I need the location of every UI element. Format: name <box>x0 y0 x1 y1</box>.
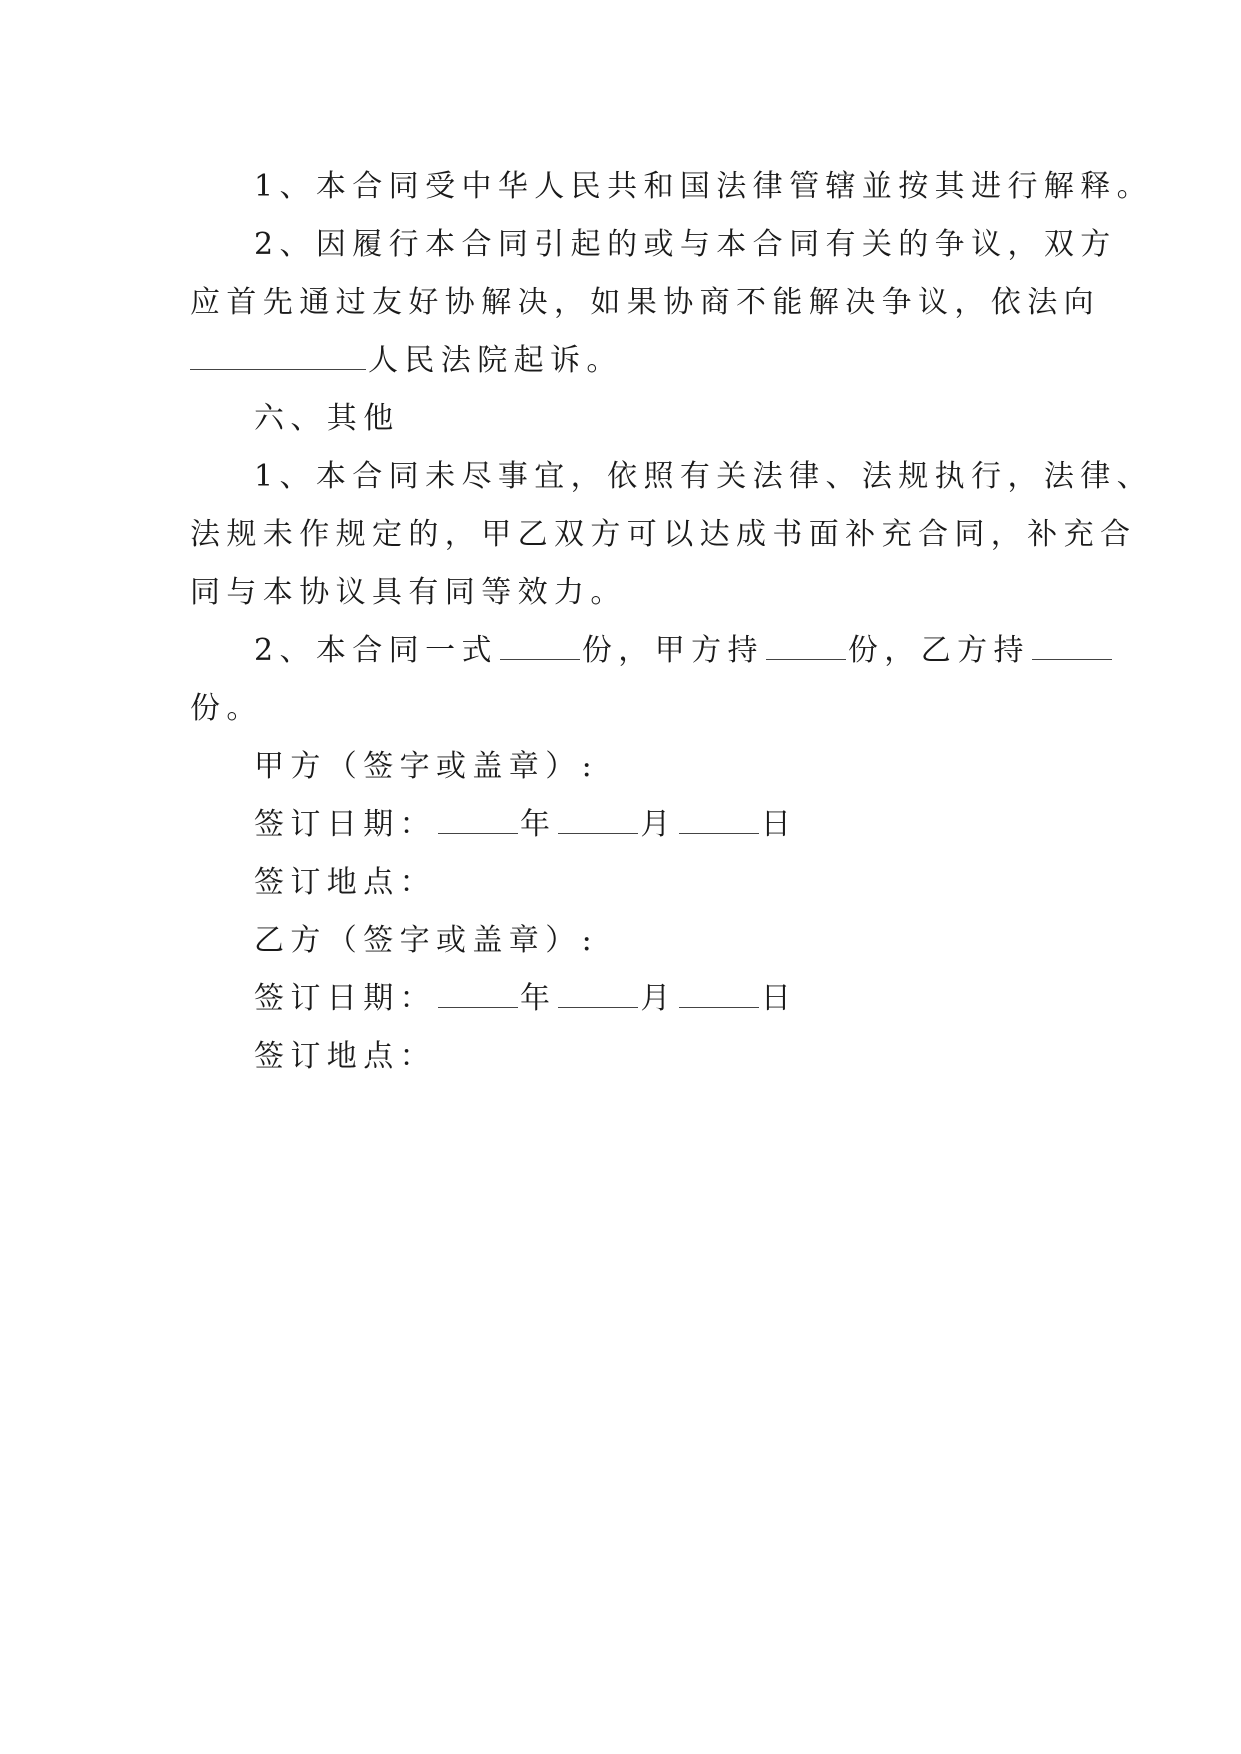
clause-text: 份，乙方持 <box>847 633 1030 668</box>
clause-6-2-line-2 <box>190 680 1090 738</box>
year-label: 年 <box>520 981 557 1016</box>
clause-text: 1、本合同受中华人民共和国法律管辖並按其进行解释。 <box>254 169 1154 204</box>
place-label: 签订地点： <box>254 865 436 900</box>
month-label: 月 <box>640 981 677 1016</box>
clause-5-2-line-1 <box>254 216 1154 274</box>
clause-text: 1、本合同未尽事宜，依照有关法律、法规执行，法律、 <box>254 459 1154 494</box>
clause-6-1-line-3 <box>190 564 1090 622</box>
clause-5-2-line-2 <box>190 274 1100 332</box>
clause-6-2-line-1 <box>254 622 1154 680</box>
clause-text: 2、因履行本合同引起的或与本合同有关的争议，双方 <box>254 227 1117 262</box>
clause-5-2-line-3 <box>190 332 1090 390</box>
year-label: 年 <box>520 807 557 842</box>
section-heading: 六、其他 <box>254 401 400 436</box>
copies-party-b-blank <box>1032 633 1112 660</box>
article-6-heading <box>254 390 1154 448</box>
party-a-date <box>254 796 1154 854</box>
clause-text: 法规未作规定的，甲乙双方可以达成书面补充合同，补充合 <box>190 517 1137 552</box>
clause-6-1-line-1 <box>254 448 1154 506</box>
court-blank <box>190 343 366 370</box>
copies-total-blank <box>500 633 580 660</box>
party-a-place <box>254 854 1154 912</box>
date-label: 签订日期： <box>254 981 436 1016</box>
copies-party-a-blank <box>766 633 846 660</box>
place-label: 签订地点： <box>254 1039 436 1074</box>
day-blank <box>679 981 759 1008</box>
clause-6-1-line-2 <box>190 506 1137 564</box>
day-blank <box>679 807 759 834</box>
clause-text: 份，甲方持 <box>581 633 764 668</box>
year-blank <box>438 981 518 1008</box>
party-a-signature <box>254 738 1154 796</box>
clause-text: 2、本合同一式 <box>254 633 498 668</box>
day-label: 日 <box>760 981 798 1016</box>
clause-text: 份。 <box>190 691 263 726</box>
day-label: 日 <box>760 807 798 842</box>
party-b-label: 乙方（签字或盖章）: <box>254 923 599 958</box>
clause-text: 应首先通过友好协解决，如果协商不能解决争议，依法向 <box>190 285 1100 320</box>
clause-5-1 <box>254 158 1154 216</box>
party-a-label: 甲方（签字或盖章）: <box>254 749 599 784</box>
year-blank <box>438 807 518 834</box>
month-blank <box>558 807 638 834</box>
party-b-date <box>254 970 1154 1028</box>
date-label: 签订日期： <box>254 807 436 842</box>
party-b-place <box>254 1028 1154 1086</box>
month-blank <box>558 981 638 1008</box>
month-label: 月 <box>640 807 677 842</box>
clause-text: 人民法院起诉。 <box>368 343 623 378</box>
party-b-signature <box>254 912 1154 970</box>
clause-text: 同与本协议具有同等效力。 <box>190 575 627 610</box>
